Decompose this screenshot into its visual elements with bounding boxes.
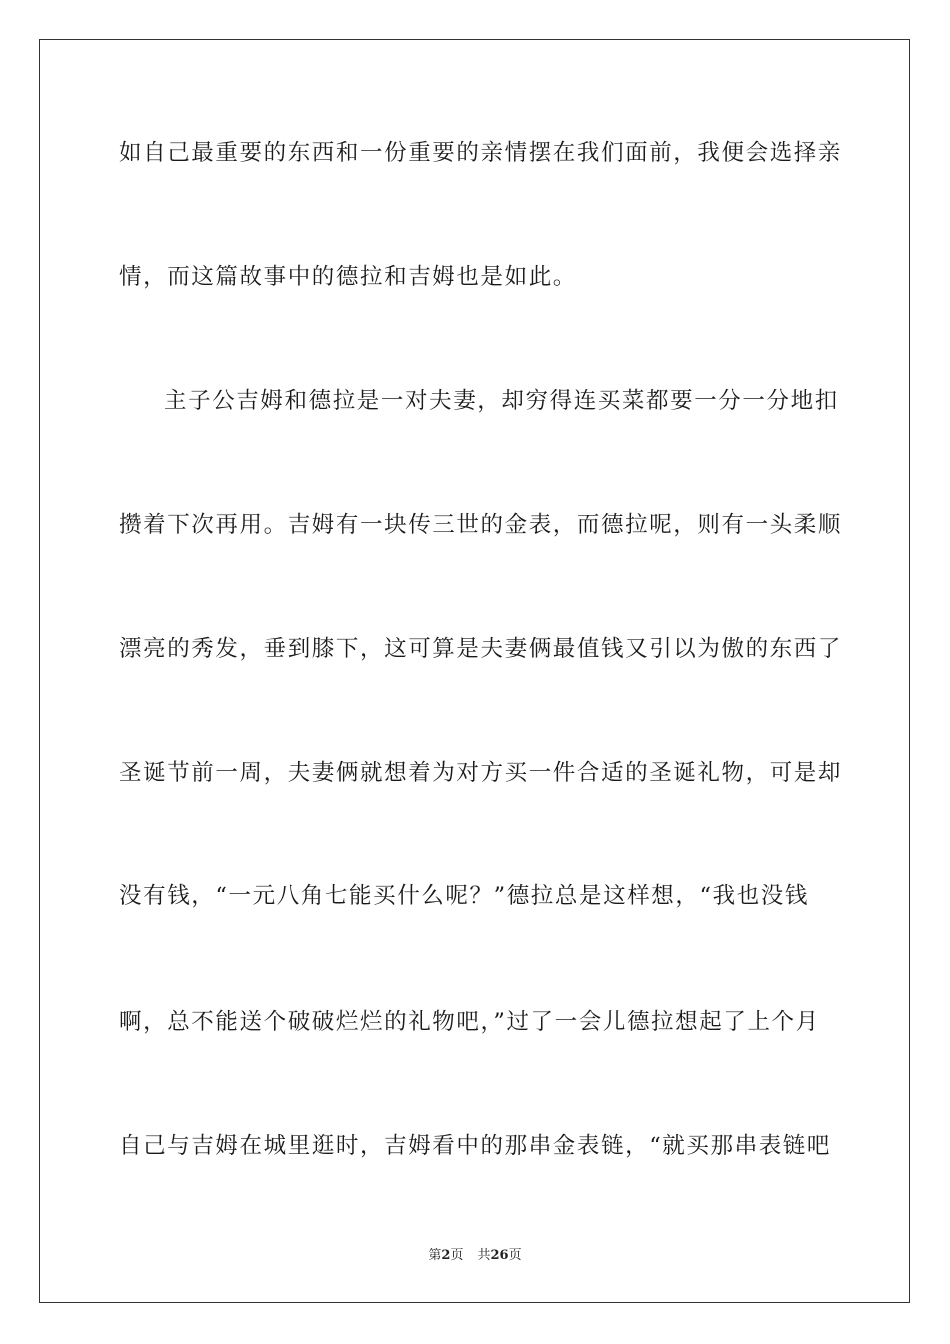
text-line-1: 如自己最重要的东西和一份重要的亲情摆在我们面前，我便会选择亲 xyxy=(119,140,843,166)
footer-page-prefix: 第 xyxy=(428,1248,442,1263)
text-line-7: 没有钱，“一元八角七能买什么呢？”德拉总是这样想，“我也没钱 xyxy=(119,883,810,909)
footer-total-pages: 26 xyxy=(490,1248,509,1263)
text-line-9: 自己与吉姆在城里逛时，吉姆看中的那串金表链，“就买那串表链吧 xyxy=(119,1133,832,1159)
page-border xyxy=(39,39,910,1303)
text-line-3-paragraph-start: 主子公吉姆和德拉是一对夫妻，却穷得连买菜都要一分一分地扣 xyxy=(164,388,839,414)
footer-page-number: 2 xyxy=(441,1248,451,1263)
footer-total-prefix: 共 xyxy=(477,1248,491,1263)
text-line-5: 漂亮的秀发，垂到膝下，这可算是夫妻俩最值钱又引以为傲的东西了 xyxy=(119,636,843,662)
footer-total-suffix: 页 xyxy=(508,1248,522,1263)
text-line-2: 情，而这篇故事中的德拉和吉姆也是如此。 xyxy=(119,264,577,290)
text-line-6: 圣诞节前一周，夫妻俩就想着为对方买一件合适的圣诞礼物，可是却 xyxy=(119,760,843,786)
text-line-8: 啊，总不能送个破破烂烂的礼物吧，”过了一会儿德拉想起了上个月 xyxy=(119,1009,820,1035)
footer-page-suffix: 页 xyxy=(450,1248,464,1263)
page-footer xyxy=(0,1247,950,1265)
text-line-4: 攒着下次再用。吉姆有一块传三世的金表，而德拉呢，则有一头柔顺 xyxy=(119,512,843,538)
